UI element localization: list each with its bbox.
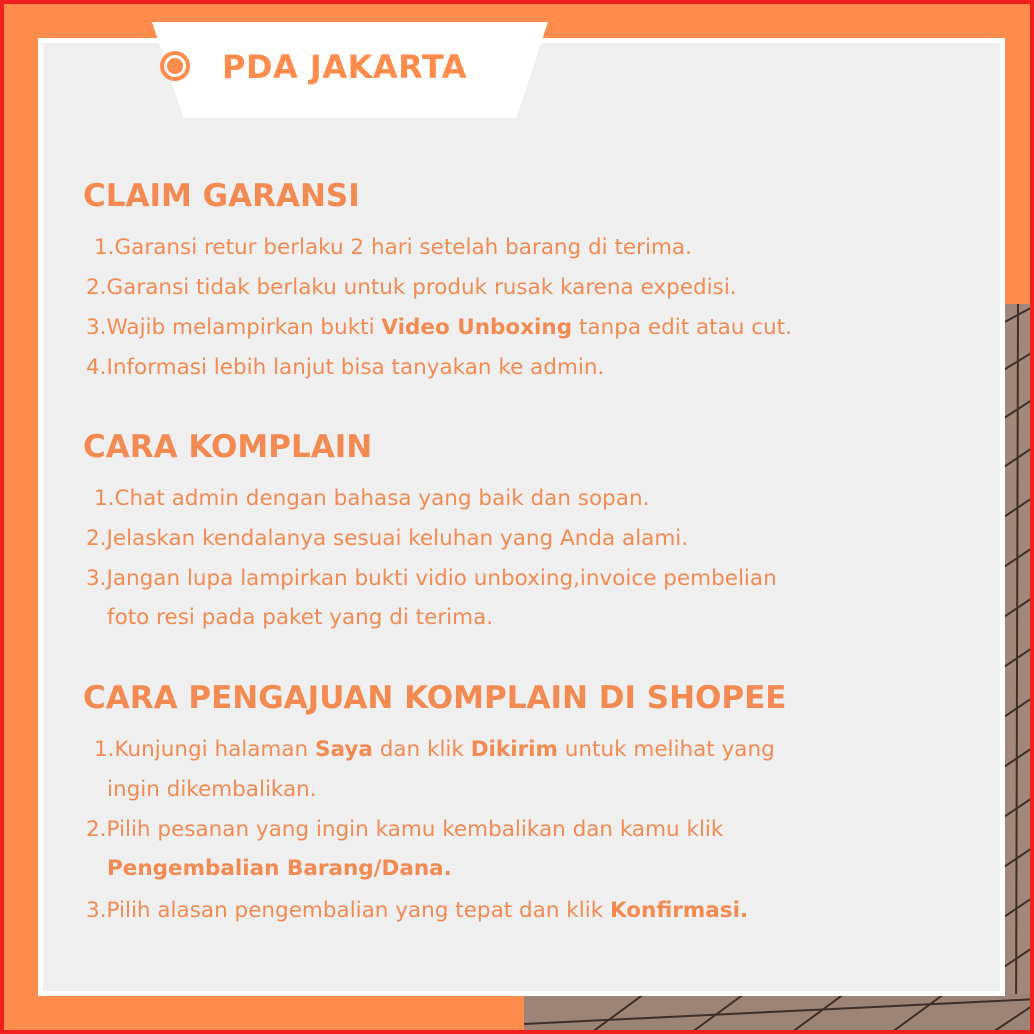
list-item-continuation: Pengembalian Barang/Dana. xyxy=(107,856,452,881)
list-item: 2.Pilih pesanan yang ingin kamu kembalikan dan kamu klik xyxy=(86,817,724,842)
list-item: 3.Pilih alasan pengembalian yang tepat dan klik Konfirmasi. xyxy=(86,898,749,923)
list-item: 4.Informasi lebih lanjut bisa tanyakan ke admin. xyxy=(86,355,605,380)
list-item: 1.Garansi retur berlaku 2 hari setelah barang di terima. xyxy=(94,235,692,260)
list-item-continuation: foto resi pada paket yang di terima. xyxy=(107,605,494,630)
list-item: 1.Kunjungi halaman Saya dan klik Dikirim untuk melihat yang xyxy=(94,737,775,762)
section-title-shopee: CARA PENGAJUAN KOMPLAIN DI SHOPEE xyxy=(83,680,787,716)
circle-target-icon-dot xyxy=(167,58,183,74)
brand-name: PDA JAKARTA xyxy=(222,48,467,86)
list-item: 2.Jelaskan kendalanya sesuai keluhan yang Anda alami. xyxy=(86,526,689,551)
list-item-continuation: ingin dikembalikan. xyxy=(107,777,317,802)
building-base-image xyxy=(524,994,1034,1034)
section-title-claim-garansi: CLAIM GARANSI xyxy=(83,178,360,214)
section-title-cara-komplain: CARA KOMPLAIN xyxy=(83,429,373,465)
list-item: 3.Jangan lupa lampirkan bukti vidio unboxing,invoice pembelian xyxy=(86,566,777,591)
list-item: 3.Wajib melampirkan bukti Video Unboxing tanpa edit atau cut. xyxy=(86,315,792,340)
list-item: 2.Garansi tidak berlaku untuk produk rusak karena expedisi. xyxy=(86,275,737,300)
list-item: 1.Chat admin dengan bahasa yang baik dan sopan. xyxy=(94,486,650,511)
